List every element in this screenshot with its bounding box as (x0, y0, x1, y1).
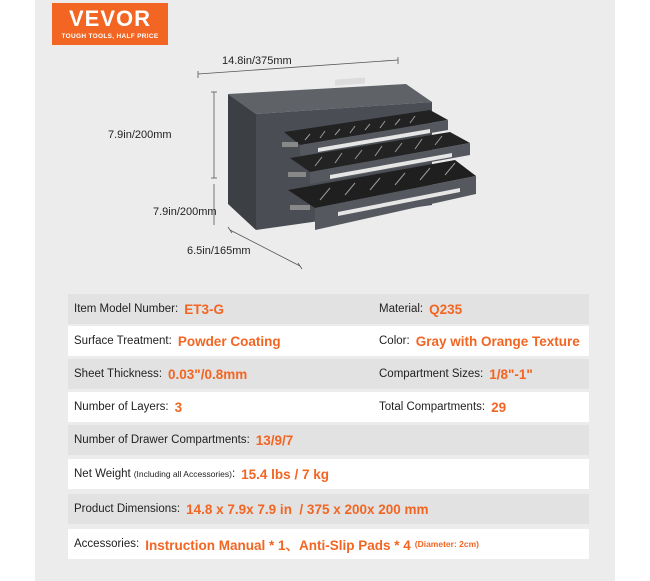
spec-color (379, 326, 580, 356)
spec-row (68, 494, 589, 524)
spec-model (74, 294, 224, 324)
spec-colon: : (419, 303, 424, 315)
spec-label: Total Compartments (379, 401, 482, 413)
spec-accessories (74, 529, 479, 559)
spec-label: Number of Layers (74, 401, 166, 413)
spec-net-weight (74, 459, 329, 489)
spec-total-compartments (379, 392, 506, 422)
spec-value: Q235 (429, 301, 463, 317)
dimension-height: 7.9in/200mm (108, 129, 172, 141)
spec-value: 14.8 x 7.9x 7.9 in / 375 x 200x 200 mm (186, 501, 429, 517)
spec-value: 13/9/7 (255, 432, 294, 448)
spec-value: 3 (174, 399, 183, 415)
label-plate (335, 77, 365, 85)
spec-row (68, 459, 589, 489)
tool-cabinet-illustration (0, 0, 650, 290)
spec-colon: : (481, 401, 486, 413)
spec-row (68, 359, 589, 389)
spec-value: ET3-G (184, 301, 224, 317)
logo-brand: VEVOR (68, 6, 152, 31)
dimension-depth: 7.9in/200mm (153, 206, 217, 218)
spec-colon: : (168, 335, 172, 347)
spec-value: Instruction Manual * 1、Anti-Slip Pads * 4 (145, 538, 411, 553)
spec-label: Number of Drawer Compartments (74, 434, 247, 446)
logo-tagline: TOUGH TOOLS, HALF PRICE (61, 33, 159, 40)
spec-label: Color (379, 335, 407, 347)
spec-product-dimensions (74, 494, 429, 524)
spec-label: Sheet Thickness (74, 368, 159, 380)
spec-drawer-compartments (74, 425, 293, 455)
spec-label: Compartment Sizes (379, 368, 480, 380)
spec-surface (74, 326, 281, 356)
spec-colon: : (136, 538, 140, 550)
cabinet-side (228, 94, 256, 230)
spec-label: Product Dimensions (74, 503, 177, 515)
spec-value: Gray with Orange Texture (415, 333, 580, 349)
spec-thickness (74, 359, 247, 389)
spec-value: Powder Coating (177, 333, 281, 349)
spec-colon: : (174, 303, 179, 315)
spec-note: (Diameter: 2cm) (414, 539, 479, 549)
spec-colon: : (231, 468, 236, 480)
spec-label: Surface Treatment (74, 335, 169, 347)
spec-row (68, 425, 589, 455)
spec-value: 29 (491, 399, 507, 415)
spec-colon: : (406, 335, 410, 347)
spec-value: 15.4 lbs / 7 kg (241, 466, 329, 482)
spec-label: Net Weight (74, 468, 131, 480)
spec-colon: : (479, 368, 484, 380)
spec-material (379, 294, 462, 324)
dimension-width: 14.8in/375mm (222, 55, 292, 67)
dimension-inner: 6.5in/165mm (187, 245, 251, 257)
spec-value: 1/8"-1" (489, 366, 533, 382)
spec-colon: : (165, 401, 169, 413)
spec-label: Item Model Number (74, 303, 175, 315)
spec-value: 0.03"/0.8mm (168, 366, 248, 382)
spec-colon: : (176, 503, 181, 515)
spec-row (68, 529, 589, 559)
spec-row (68, 326, 589, 356)
spec-label: Accessories (74, 538, 136, 550)
spec-layers (74, 392, 182, 422)
spec-row (68, 294, 589, 324)
spec-colon: : (246, 434, 250, 446)
spec-label: Material (379, 303, 420, 315)
spec-compartment-sizes (379, 359, 533, 389)
spec-colon: : (158, 368, 163, 380)
spec-note: (Including all Accessories) (133, 469, 232, 479)
spec-row (68, 392, 589, 422)
